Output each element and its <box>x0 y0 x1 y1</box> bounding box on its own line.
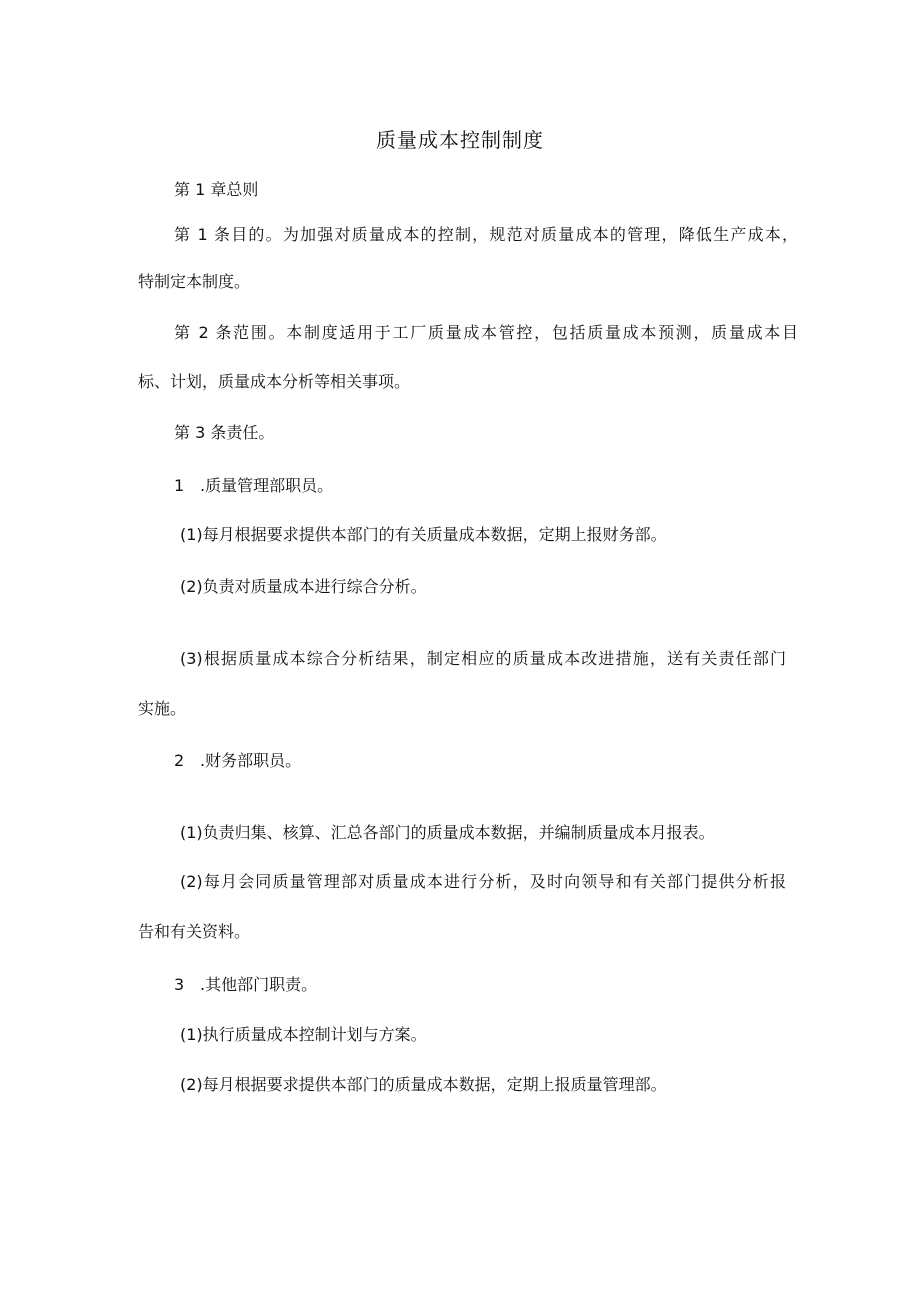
section-1-heading <box>174 475 333 497</box>
section-3-number: 3 <box>174 975 185 994</box>
section-1-item-2: (2)负责对质量成本进行综合分析。 <box>180 577 427 596</box>
document-title: 质量成本控制制度 <box>376 128 544 152</box>
section-3-title: .其他部门职责。 <box>200 975 318 994</box>
section-1-item-3-line-2: 实施。 <box>138 699 187 718</box>
section-2-heading <box>174 750 301 772</box>
section-1-item-3-line-1: (3)根据质量成本综合分析结果，制定相应的质量成本改进措施，送有关责任部门 <box>180 649 786 668</box>
section-1-item-1: (1)每月根据要求提供本部门的有关质量成本数据，定期上报财务部。 <box>180 525 667 544</box>
article-1-line-1: 第 1 条目的。为加强对质量成本的控制，规范对质量成本的管理，降低生产成本， <box>174 225 798 244</box>
section-2-item-1: (1)负责归集、核算、汇总各部门的质量成本数据，并编制质量成本月报表。 <box>180 823 715 842</box>
article-1-line-2: 特制定本制度。 <box>138 272 251 291</box>
chapter-heading: 第 1 章总则 <box>174 180 259 199</box>
article-3-heading: 第 3 条责任。 <box>174 423 275 442</box>
section-2-item-2-line-1: (2)每月会同质量管理部对质量成本进行分析，及时向领导和有关部门提供分析报 <box>180 872 786 891</box>
article-2-line-1: 第 2 条范围。本制度适用于工厂质量成本管控，包括质量成本预测，质量成本目 <box>174 323 798 342</box>
section-3-item-2: (2)每月根据要求提供本部门的质量成本数据，定期上报质量管理部。 <box>180 1075 667 1094</box>
section-2-title: .财务部职员。 <box>200 751 302 770</box>
section-3-heading <box>174 974 317 996</box>
article-2-line-2: 标、计划，质量成本分析等相关事项。 <box>138 372 411 391</box>
section-1-number: 1 <box>174 476 185 495</box>
section-3-item-1: (1)执行质量成本控制计划与方案。 <box>180 1025 427 1044</box>
section-1-title: .质量管理部职员。 <box>200 476 334 495</box>
section-2-number: 2 <box>174 751 185 770</box>
section-2-item-2-line-2: 告和有关资料。 <box>138 922 251 941</box>
